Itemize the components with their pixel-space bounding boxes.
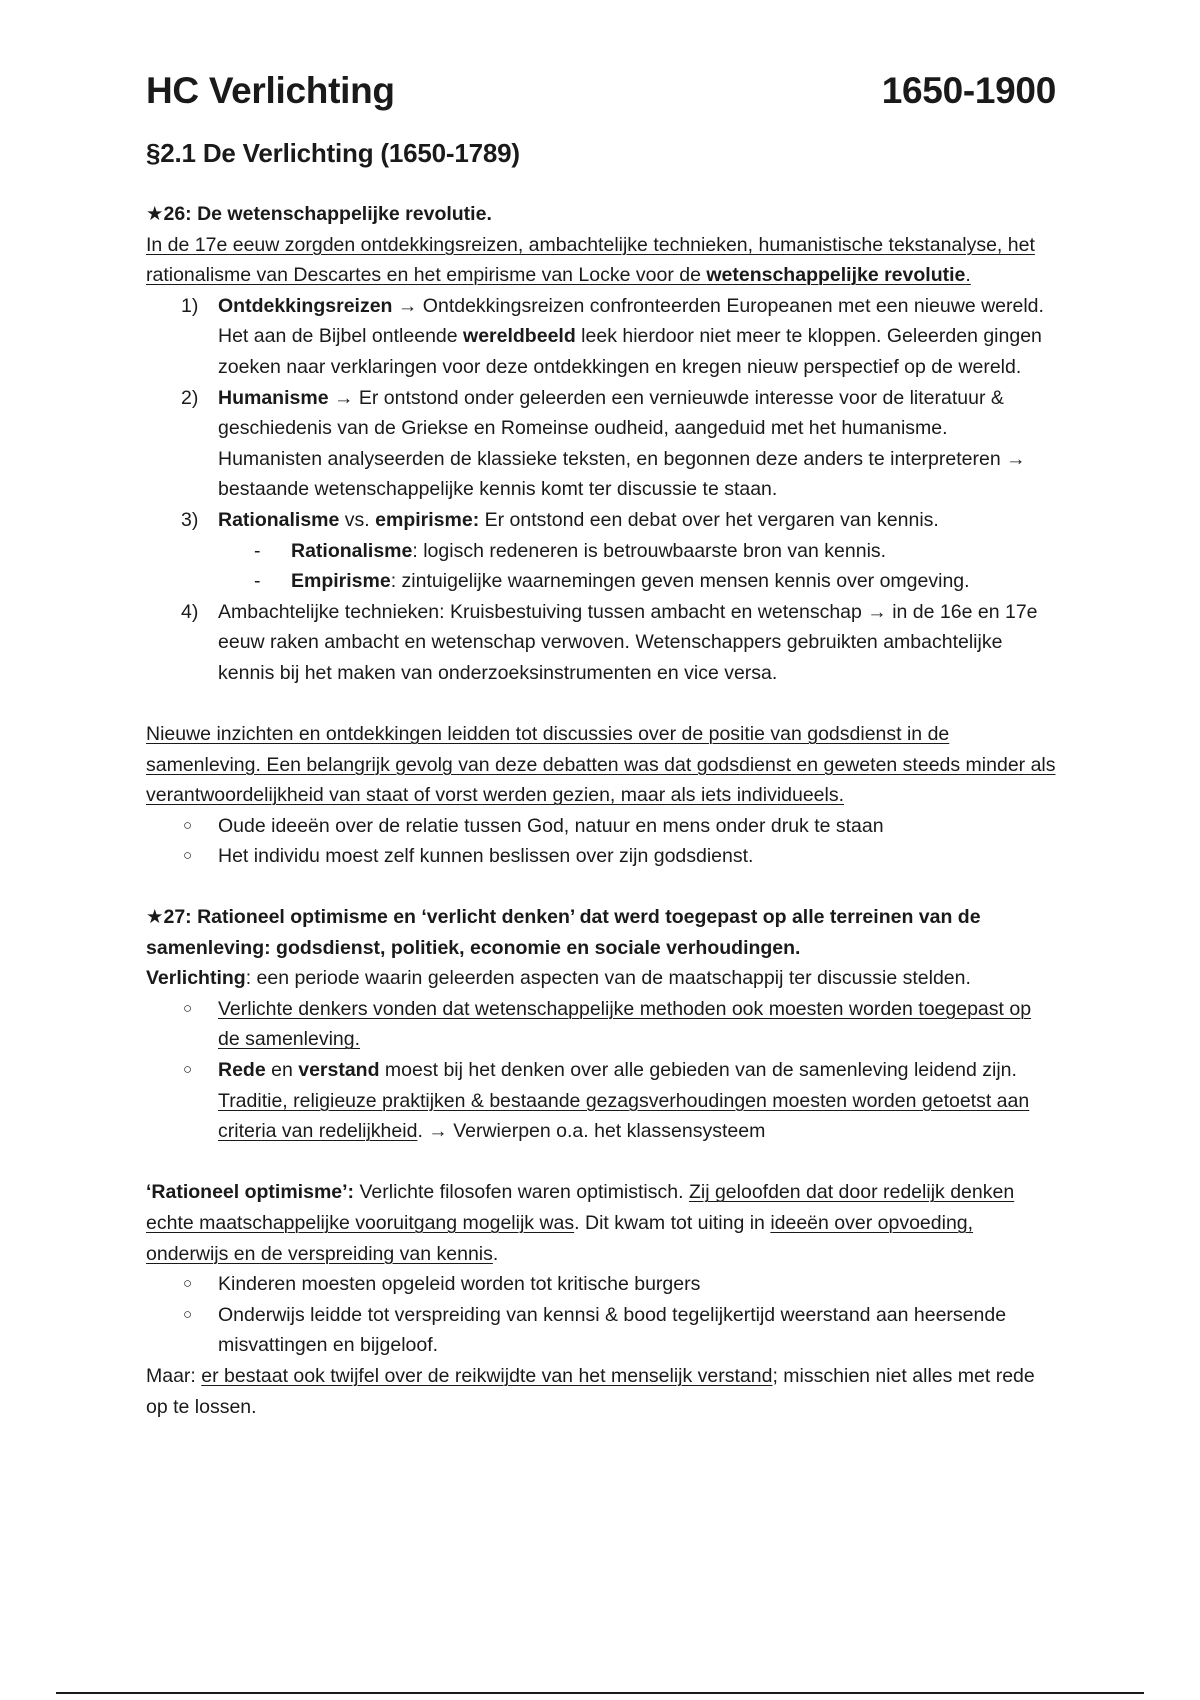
numbered-list-continued: [146, 597, 1056, 689]
bullet-item: ○ Rede en verstand moest bij het denken over alle gebieden van de samenleving leidend zijn. Traditie, religieuze praktijken & bestaande gezagsverhoudingen moesten worden getoetst aan criteria van redelijkheid. → Verwierpen o.a. het klassensysteem: [183, 1059, 1030, 1143]
page-title: HC Verlichting: [146, 70, 395, 111]
section-heading: §2.1 De Verlichting (1650-1789): [146, 138, 520, 168]
footer-divider: [56, 1692, 1144, 1694]
sub-list-item: - Rationalisme: logisch redeneren is betrouwbaarste bron van kennis.: [254, 539, 887, 562]
document-page: [146, 70, 1056, 1422]
bullet-list: [146, 994, 1056, 1147]
list-item: 2) Humanisme → Er ontstond onder geleerden een vernieuwde interesse voor de literatuur & geschiedenis van de Griekse en Romeinse oudheid, aangeduid met het humanisme. Humanisten analyseerden de klassieke teksten, en begonnen deze anders te interpreteren → bestaande wetenschappelijke kennis komt ter discussie te staan.: [181, 386, 1026, 501]
topic-26-intro: In de 17e eeuw zorgden ontdekkingsreizen, ambachtelijke technieken, humanistische tekstanalyse, het rationalisme van Descartes en het empirisme van Locke voor de wetenschappelijke revolutie.: [146, 233, 1035, 287]
bullet-item: ○ Het individu moest zelf kunnen beslissen over zijn godsdienst.: [183, 845, 754, 868]
topic-27: [146, 902, 1056, 1422]
bullet-item: ○ Oude ideeën over de relatie tussen God, natuur en mens onder druk te staan: [183, 814, 884, 837]
topic-26-heading: ★26: De wetenschappelijke revolutie.: [146, 203, 492, 225]
bullet-item: ○ Verlichte denkers vonden dat wetenschappelijke methoden ook moesten worden toegepast op de samenleving.: [183, 997, 1032, 1051]
period-label: 1650-1900: [881, 70, 1056, 111]
list-item: 1) Ontdekkingsreizen → Ontdekkingsreizen confronteerden Europeanen met een nieuwe wereld. Het aan de Bijbel ontleende wereldbeeld leek hierdoor niet meer te kloppen. Geleerden gingen zoeken naar verklaringen voor deze ontdekkingen en kregen nieuw perspectief op de wereld.: [181, 294, 1044, 378]
bullet-list: [146, 1269, 1056, 1361]
sub-list: [146, 536, 1056, 597]
definition-verlichting: Verlichting: een periode waarin geleerden aspecten van de maatschappij ter discussie stelden.: [146, 967, 971, 990]
topic-26: [146, 199, 1056, 872]
bullet-item: ○ Onderwijs leidde tot verspreiding van kennsi & bood tegelijkertijd weerstand aan heersende misvattingen en bijgeloof.: [183, 1303, 1007, 1357]
bullet-item: ○ Kinderen moesten opgeleid worden tot kritische burgers: [183, 1273, 701, 1296]
paragraph-maar: Maar: er bestaat ook twijfel over de reikwijdte van het menselijk verstand; misschien niet alles met rede op te lossen.: [146, 1364, 1035, 1418]
paragraph-religion: Nieuwe inzichten en ontdekkingen leidden tot discussies over de positie van godsdienst in de samenleving. Een belangrijk gevolg van deze debatten was dat godsdienst en geweten steeds minder als verantwoordelijkheid van staat of vorst werden gezien, maar als iets individueels.: [146, 723, 1056, 807]
header: [146, 70, 1056, 112]
list-item: 3) Rationalisme vs. empirisme: Er ontstond een debat over het vergaren van kennis.: [181, 508, 939, 531]
bullet-list: [146, 811, 1056, 872]
list-item: 4) Ambachtelijke technieken: Kruisbestuiving tussen ambacht en wetenschap → in de 16e en 17e eeuw raken ambacht en wetenschap verwoven. Wetenschappers gebruikten ambachtelijke kennis bij het maken van onderzoeksinstrumenten en vice versa.: [181, 600, 1038, 684]
numbered-list: [146, 291, 1056, 536]
topic-27-heading: ★27: Rationeel optimisme en ‘verlicht denken’ dat werd toegepast op alle terreinen van de samenleving: godsdienst, politiek, economie en sociale verhoudingen.: [146, 906, 981, 959]
sub-list-item: - Empirisme: zintuigelijke waarnemingen geven mensen kennis over omgeving.: [254, 570, 970, 593]
paragraph-optimism: ‘Rationeel optimisme’: Verlichte filosofen waren optimistisch. Zij geloofden dat door redelijk denken echte maatschappelijke vooruitgang mogelijk was. Dit kwam tot uiting in ideeën over opvoeding, onderwijs en de verspreiding van kennis.: [146, 1181, 1015, 1265]
